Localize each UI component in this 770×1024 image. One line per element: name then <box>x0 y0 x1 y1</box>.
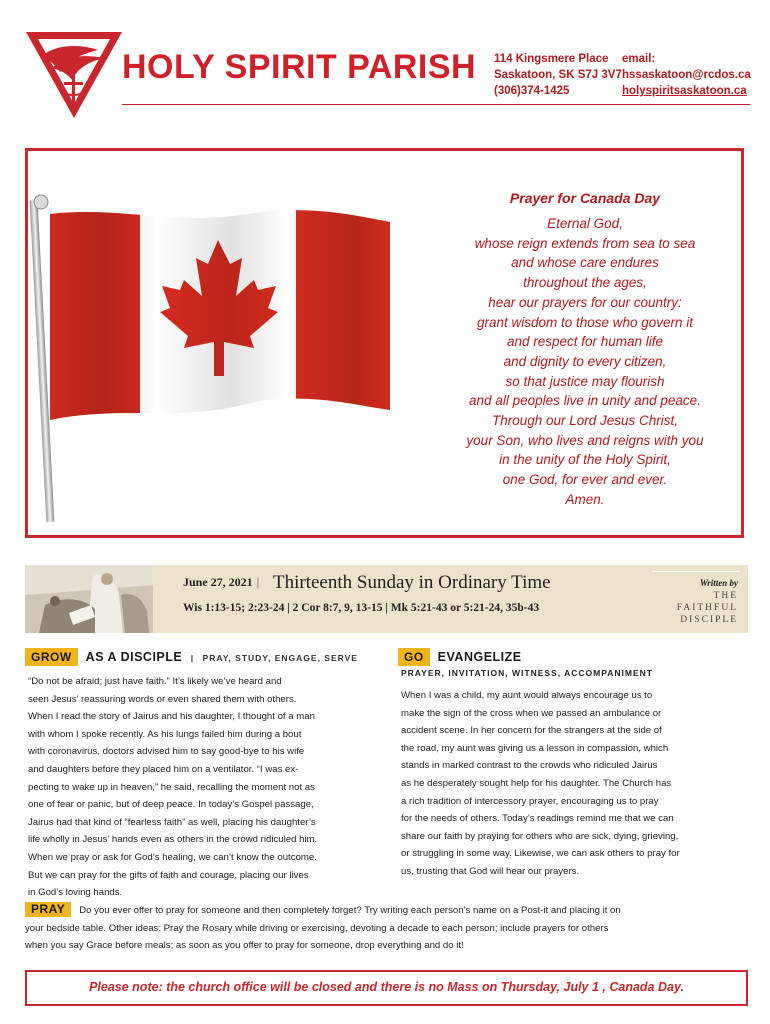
address-city: Saskatoon, SK S7J 3V7 <box>494 69 622 81</box>
header-divider <box>122 104 750 105</box>
grow-subheading: PRAY, STUDY, ENGAGE, SERVE <box>202 653 358 663</box>
prayer-line: Amen. <box>565 491 605 507</box>
grow-line: “Do not be afraid; just have faith.” It’s likely we’ve heard and <box>28 676 282 687</box>
prayer-line: throughout the ages, <box>523 275 647 291</box>
prayer-line: one God, for ever and ever. <box>502 472 668 488</box>
prayer-title: Prayer for Canada Day <box>509 190 661 206</box>
written-by-label: Written by <box>699 578 738 588</box>
banner-credit-divider <box>652 571 740 572</box>
pray-tag: PRAY <box>25 902 71 917</box>
grow-line: When I read the story of Jairus and his daughter, I thought of a man <box>28 711 315 723</box>
prayer-line: and all peoples live in unity and peace. <box>469 393 701 409</box>
prayer-line: so that justice may flourish <box>505 373 665 389</box>
grow-line: life wholly in Jesus’ hands even as others in the crowd ridiculed him. <box>28 834 318 846</box>
address-street: 114 Kingsmere Place <box>494 53 609 65</box>
liturgy-readings: Wis 1:13-15; 2:23-24 | 2 Cor 8:7, 9, 13-15 | Mk 5:21-43 or 5:21-24, 35b-43 <box>183 602 540 614</box>
pray-text: Do you ever offer to pray for someone and then completely forget? Try writing each person’s name on a Post-it and placing it on <box>79 905 621 916</box>
date-text: June 27, 2021 <box>183 575 253 589</box>
liturgy-title: Thirteenth Sunday in Ordinary Time <box>273 572 551 593</box>
grow-line: with whom I spoke recently. As his lungs failed him during a bout <box>28 728 302 740</box>
go-line: a rich tradition of intercessory prayer, encouraging us to pray <box>401 795 659 807</box>
prayer-line: Through our Lord Jesus Christ, <box>491 413 679 429</box>
prayer-line: hear our prayers for our country: <box>488 294 682 310</box>
grow-line: with coronavirus, doctors advised him to say good-bye to his wife <box>28 746 305 758</box>
grow-tag: GROW <box>25 648 78 666</box>
go-line: the road, my aunt was giving us a lesson in compassion, which <box>401 742 669 754</box>
prayer-line: and dignity to every citizen, <box>503 353 667 369</box>
parish-contact <box>622 51 751 99</box>
address-phone: (306)374-1425 <box>494 85 570 97</box>
grow-line: Jairus had that kind of “fearless faith” as well, placing his daughter’s <box>28 816 316 828</box>
pray-line-3: when you say Grace before meals; as soon as you offer to pray for someone, drop everything and do it! <box>25 940 464 952</box>
grow-heading-main: AS A DISCIPLE <box>85 650 183 664</box>
prayer-line: grant wisdom to those who govern it <box>476 314 694 330</box>
go-line: accident scene. In her concern for the strangers at the side of <box>401 725 662 737</box>
pray-section <box>25 902 750 955</box>
pray-line-2: your bedside table. Other ideas: Pray the Rosary while driving or exercising, devoting a decade to each person; include prayers for others <box>25 922 609 934</box>
grow-line: in God’s loving hands. <box>28 887 123 899</box>
parish-logo <box>24 28 124 120</box>
grow-line: one of fear or panic, but of deep peace. In today’s Gospel passage, <box>28 799 314 811</box>
go-line: make the sign of the cross when we passed an ambulance or <box>401 707 662 719</box>
website-link[interactable]: holyspiritsaskatoon.ca <box>622 85 747 97</box>
go-tag: GO <box>398 648 430 666</box>
go-line: or struggling in some way. Likewise, we can ask others to pray for <box>401 848 680 860</box>
credit-line: FAITHFUL <box>676 603 738 613</box>
closure-notice-text: Please note: the church office will be closed and there is no Mass on Thursday, July 1 , Canada Day. <box>89 980 684 994</box>
go-body <box>401 687 746 881</box>
prayer-line: and respect for human life <box>506 334 664 350</box>
grow-heading-separator: | <box>190 653 195 663</box>
prayer-line: Eternal God, <box>547 216 623 231</box>
go-heading-main: EVANGELIZE <box>437 650 522 664</box>
liturgy-date <box>183 575 263 590</box>
grow-line: pecting to wake up in heaven,” he said, recalling the moment not as <box>28 781 315 793</box>
grow-line: But we can pray for the gifts of faith and courage, placing our lives <box>28 869 309 881</box>
grow-body <box>28 673 378 902</box>
parish-address <box>494 51 622 99</box>
grow-line: When we pray or ask for God’s healing, we can’t know the outcome. <box>28 851 317 863</box>
prayer-line: and whose care endures <box>511 255 659 271</box>
go-line: share our faith by praying for others who are sick, dying, grieving, <box>401 830 679 842</box>
grow-line: and daughters before they placed him on a ventilator. “I was ex- <box>28 763 299 775</box>
go-line: us, trusting that God will hear our prayers. <box>401 865 580 877</box>
grow-line: seen Jesus’ reassuring words or even shared them with others. <box>28 693 297 705</box>
go-line: When I was a child, my aunt would always encourage us to <box>401 690 653 701</box>
prayer-line: whose reign extends from sea to sea <box>474 235 696 251</box>
canada-flag-image <box>28 192 398 522</box>
faithful-disciple-credit <box>650 590 738 626</box>
email-link[interactable]: hssaskatoon@rcdos.ca <box>622 69 751 81</box>
prayer-line: your Son, who lives and reigns with you <box>466 432 704 448</box>
gospel-illustration <box>25 565 153 633</box>
go-subheading: PRAYER, INVITATION, WITNESS, ACCOMPANIMENT <box>401 668 653 678</box>
credit-line: THE <box>713 591 738 601</box>
parish-title: HOLY SPIRIT PARISH <box>122 48 477 86</box>
prayer-text <box>420 214 750 510</box>
go-line: stands in marked contrast to the crowds who ridiculed Jairus <box>401 760 658 772</box>
go-heading <box>398 648 522 666</box>
credit-line: DISCIPLE <box>680 615 738 625</box>
go-line: as he desperately sought help for his daughter. The Church has <box>401 777 672 789</box>
go-line: for the needs of others. Today’s readings remind me that we can <box>401 813 674 825</box>
date-separator: | <box>256 575 260 589</box>
pray-line-1 <box>25 902 750 920</box>
grow-heading <box>25 648 358 666</box>
prayer-line: in the unity of the Holy Spirit, <box>499 452 671 468</box>
email-label: email: <box>622 53 656 65</box>
